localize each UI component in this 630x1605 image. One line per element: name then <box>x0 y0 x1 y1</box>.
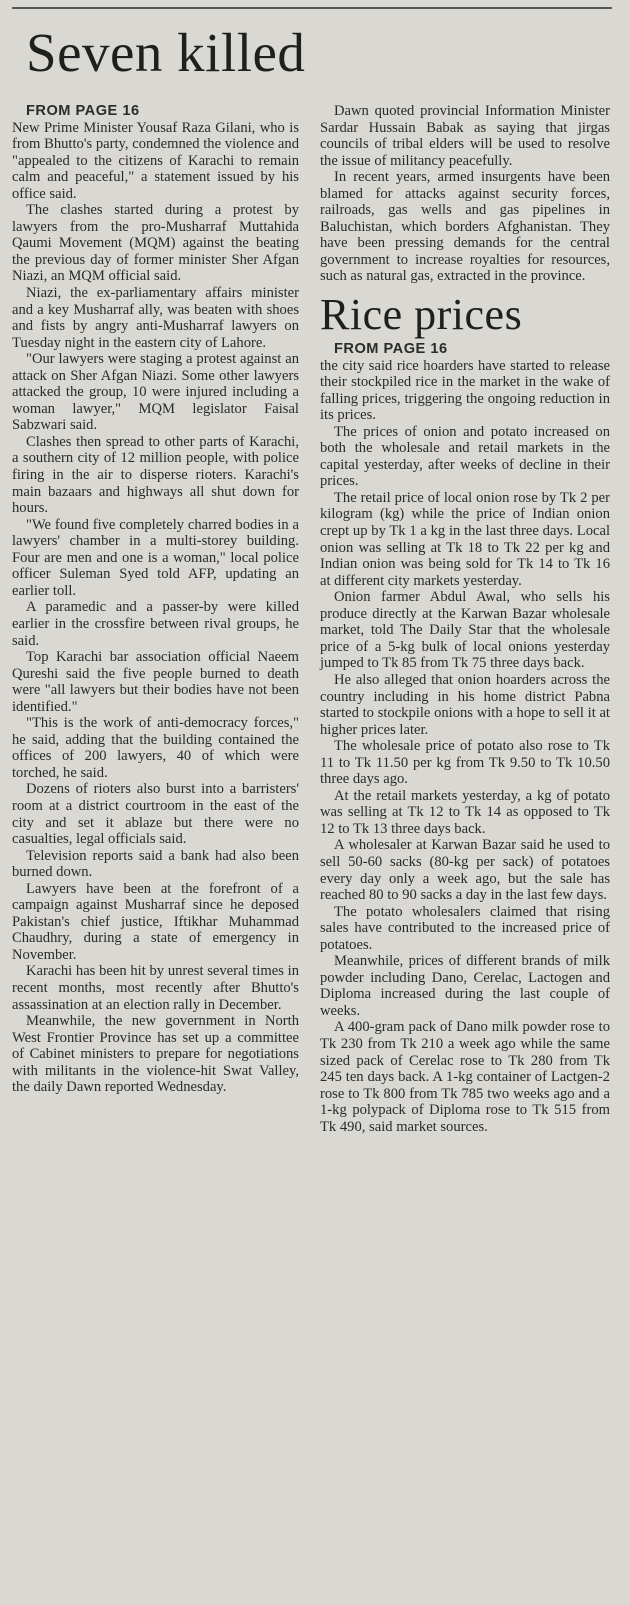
paragraph: At the retail markets yesterday, a kg of potato was selling at Tk 12 to Tk 14 as opposed to Tk 12 to Tk 13 three days back. <box>320 787 610 837</box>
paragraph: "This is the work of anti-democracy forces," he said, adding that the building contained the offices of 200 lawyers, 40 of which were torched, he said. <box>12 715 299 781</box>
paragraph: the city said rice hoarders have started to release their stockpiled rice in the market in the wake of falling prices, triggering the ongoing reduction in its prices. <box>320 357 610 424</box>
paragraph: The clashes started during a protest by lawyers from the pro-Musharraf Muttahida Qaumi Movement (MQM) against the beating the previous day of former minister Sher Afgan Niazi, an MQM official said. <box>12 202 299 285</box>
paragraph: "We found five completely charred bodies in a lawyers' chamber in a multi-storey building. Four are men and one is a woman," local police officer Suleman Syed told AFP, updating an earlier toll. <box>12 516 299 599</box>
paragraph: New Prime Minister Yousaf Raza Gilani, who is from Bhutto's party, condemned the violence and "appealed to the citizens of Karachi to remain calm and peaceful," a statement issued by his office said. <box>12 119 299 202</box>
paragraph: The prices of onion and potato increased on both the wholesale and retail markets in the capital yesterday, after weeks of decline in their prices. <box>320 423 610 490</box>
paragraph: Clashes then spread to other parts of Karachi, a southern city of 12 million people, with police firing in the air to disperse rioters. Karachi's main bazaars and highways all shut down for hours. <box>12 433 299 517</box>
paragraph: Dawn quoted provincial Information Minister Sardar Hussain Babak as saying that jirgas councils of tribal elders will be used to resolve the issue of militancy peacefully. <box>320 103 610 169</box>
paragraph: "Our lawyers were staging a protest against an attack on Sher Afgan Niazi. Some other lawyers attacked the group, 10 were injured including a woman lawyer," MQM legislator Faisal Sabzwari said. <box>12 351 299 434</box>
paragraph: The potato wholesalers claimed that rising sales have contributed to the increased price of potatoes. <box>320 903 610 953</box>
paragraph: In recent years, armed insurgents have been blamed for attacks against security forces, railroads, gas wells and gas pipelines in Baluchistan, which borders Afghanistan. They have been pressing demands for the central government to increase royalties for resources, such as natural gas, extracted in the province. <box>320 169 610 285</box>
paragraph: Lawyers have been at the forefront of a campaign against Musharraf since he deposed Pakistan's chief justice, Iftikhar Muhammad Chaudhry, during a state of emergency in November. <box>12 880 299 963</box>
top-rule <box>12 7 612 9</box>
article-column-2 <box>320 103 610 1135</box>
paragraph: Television reports said a bank had also been burned down. <box>12 847 299 881</box>
headline-seven-killed: Seven killed <box>26 22 306 83</box>
paragraph: Top Karachi bar association official Naeem Qureshi said the five people burned to death were "all lawyers but their bodies have not been identified." <box>12 649 299 715</box>
from-page-label: FROM PAGE 16 <box>26 103 140 119</box>
from-page-label: FROM PAGE 16 <box>334 341 448 358</box>
article-seven-killed-column-1 <box>12 103 299 1096</box>
paragraph: The retail price of local onion rose by Tk 2 per kilogram (kg) while the price of Indian onion crept up by Tk 1 a kg in the last three days. Local onion was selling at Tk 18 to Tk 22 per kg and Indian onion was being sold for Tk 14 to Tk 16 at different city markets yesterday. <box>320 489 610 589</box>
paragraph: Meanwhile, prices of different brands of milk powder including Dano, Cerelac, Lactogen and Diploma increased during the last couple of weeks. <box>320 953 610 1019</box>
paragraph: Niazi, the ex-parliamentary affairs minister and a key Musharraf ally, was beaten with shoes and fists by angry anti-Musharraf lawyers on Tuesday night in the eastern city of Lahore. <box>12 285 299 351</box>
paragraph: The wholesale price of potato also rose to Tk 11 to Tk 11.50 per kg from Tk 9.50 to Tk 10.50 three days ago. <box>320 738 610 788</box>
paragraph: A wholesaler at Karwan Bazar said he used to sell 50-60 sacks (80-kg per sack) of potatoes every day only a week ago, but the sale has reached 80 to 90 sacks a day in the last few days. <box>320 837 610 904</box>
paragraph: Dozens of rioters also burst into a barristers' room at a district courtroom in the east of the city and set it ablaze but there were no casualties, legal officials said. <box>12 781 299 848</box>
paragraph: He also alleged that onion hoarders across the country including in his home district Pabna started to stockpile onions with a hope to sell it at higher prices later. <box>320 671 610 738</box>
paragraph: A 400-gram pack of Dano milk powder rose to Tk 230 from Tk 210 a week ago while the same sized pack of Cerelac rose to Tk 280 from Tk 245 ten days back. A 1-kg container of Lactgen-2 rose to Tk 800 from Tk 785 two weeks ago and a 1-kg polypack of Diploma rose to Tk 515 from Tk 490, said market sources. <box>320 1019 610 1135</box>
paragraph: Onion farmer Abdul Awal, who sells his produce directly at the Karwan Bazar wholesale market, told The Daily Star that the wholesale price of a 5-kg bulk of local onions yesterday jumped to Tk 85 from Tk 75 three days back. <box>320 589 610 672</box>
headline-rice-prices: Rice prices <box>320 290 523 340</box>
paragraph: Karachi has been hit by unrest several times in recent months, most recently after Bhutto's assassination at an election rally in December. <box>12 963 299 1013</box>
paragraph: Meanwhile, the new government in North West Frontier Province has set up a committee of Cabinet ministers to prepare for negotiations with militants in the violence-hit Swat Valley, the daily Dawn reported Wednesday. <box>12 1013 299 1096</box>
paragraph: A paramedic and a passer-by were killed earlier in the crossfire between rival groups, he said. <box>12 599 299 649</box>
